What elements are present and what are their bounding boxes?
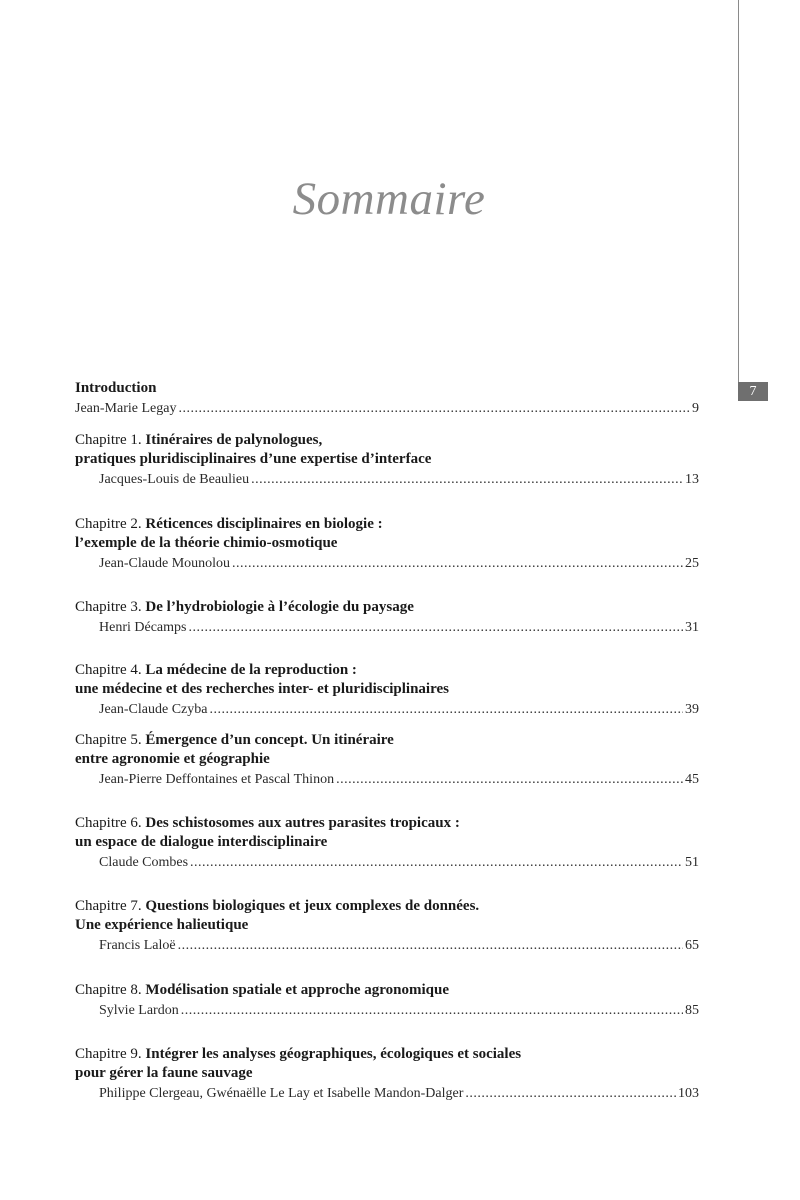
toc-entry-chapter-6[interactable]	[75, 814, 699, 872]
dot-leader	[178, 936, 683, 955]
toc-entry-chapter-9[interactable]	[75, 1045, 699, 1103]
toc-entry-chapter-7[interactable]	[75, 897, 699, 955]
entry-author: Sylvie Lardon	[99, 1003, 179, 1018]
entry-author-line	[75, 1001, 699, 1020]
entry-title-line: pour gérer la faune sauvage	[75, 1065, 253, 1081]
dot-leader	[336, 770, 683, 789]
entry-author-line	[75, 618, 699, 637]
entry-author: Francis Laloë	[99, 938, 176, 953]
entry-title-line: De l’hydrobiologie à l’écologie du paysage	[145, 599, 414, 615]
entry-page-number: 31	[685, 620, 699, 635]
entry-heading	[75, 731, 699, 769]
entry-title-line: l’exemple de la théorie chimio-osmotique	[75, 535, 338, 551]
entry-page-number: 65	[685, 938, 699, 953]
entry-author-line	[75, 470, 699, 489]
entry-title-line: entre agronomie et géographie	[75, 751, 270, 767]
dot-leader	[190, 853, 683, 872]
entry-heading	[75, 981, 699, 1000]
entry-page-number: 85	[685, 1003, 699, 1018]
entry-title-line: Questions biologiques et jeux complexes de données.	[145, 898, 480, 914]
toc-entry-chapter-2[interactable]	[75, 515, 699, 573]
entry-title-line: Itinéraires de palynologues,	[145, 432, 323, 448]
entry-author-line	[75, 936, 699, 955]
entry-page-number: 39	[685, 702, 699, 717]
entry-author: Jacques-Louis de Beaulieu	[99, 472, 250, 487]
entry-author-line	[75, 853, 699, 872]
entry-page-number: 25	[685, 556, 699, 571]
entry-prefix: Chapitre 6.	[75, 815, 142, 831]
entry-title-line: pratiques pluridisciplinaires d’une expertise d’interface	[75, 451, 432, 467]
entry-title-line: Réticences disciplinaires en biologie :	[145, 516, 383, 532]
entry-prefix: Chapitre 4.	[75, 662, 142, 678]
entry-prefix: Chapitre 3.	[75, 599, 142, 615]
toc-entry-chapter-1[interactable]	[75, 431, 699, 489]
entry-prefix: Chapitre 1.	[75, 432, 142, 448]
entry-heading	[75, 515, 699, 553]
entry-author: Jean-Pierre Deffontaines et Pascal Thinon	[99, 772, 335, 787]
entry-heading	[75, 897, 699, 935]
toc-entry-chapter-4[interactable]	[75, 661, 699, 719]
entry-author: Claude Combes	[99, 855, 189, 870]
entry-author-line	[75, 554, 699, 573]
toc-entry-chapter-3[interactable]	[75, 598, 699, 637]
entry-author: Jean-Claude Mounolou	[99, 556, 231, 571]
dot-leader	[465, 1084, 676, 1103]
entry-title-line: un espace de dialogue interdisciplinaire	[75, 834, 328, 850]
entry-heading	[75, 598, 699, 617]
entry-page-number: 51	[685, 855, 699, 870]
entry-title-line: La médecine de la reproduction :	[145, 662, 357, 678]
dot-leader	[251, 470, 683, 489]
entry-title-line: Modélisation spatiale et approche agronomique	[145, 982, 450, 998]
entry-heading	[75, 379, 699, 398]
entry-author-line	[75, 770, 699, 789]
dot-leader	[181, 1001, 683, 1020]
dot-leader	[188, 618, 683, 637]
entry-prefix: Chapitre 8.	[75, 982, 142, 998]
dot-leader	[178, 399, 690, 418]
entry-prefix: Chapitre 7.	[75, 898, 142, 914]
toc-entry-introduction[interactable]	[75, 379, 699, 418]
entry-page-number: 45	[685, 772, 699, 787]
entry-author-line	[75, 399, 699, 418]
entry-title-line: Introduction	[75, 380, 157, 396]
entry-prefix: Chapitre 5.	[75, 732, 142, 748]
entry-title-line: Des schistosomes aux autres parasites tropicaux :	[145, 815, 460, 831]
entry-page-number: 103	[678, 1086, 699, 1101]
entry-title-line: Une expérience halieutique	[75, 917, 249, 933]
entry-author: Jean-Marie Legay	[75, 401, 177, 416]
entry-heading	[75, 814, 699, 852]
entry-prefix: Chapitre 9.	[75, 1046, 142, 1062]
entry-heading	[75, 1045, 699, 1083]
dot-leader	[209, 700, 683, 719]
toc-entry-chapter-8[interactable]	[75, 981, 699, 1020]
entry-prefix: Chapitre 2.	[75, 516, 142, 532]
toc-entry-chapter-5[interactable]	[75, 731, 699, 789]
dot-leader	[232, 554, 683, 573]
entry-author-line	[75, 1084, 699, 1103]
entry-page-number: 13	[685, 472, 699, 487]
entry-title-line: Intégrer les analyses géographiques, écologiques et sociales	[145, 1046, 522, 1062]
page-title: Sommaire	[292, 173, 486, 225]
entry-page-number: 9	[692, 401, 699, 416]
entry-author: Jean-Claude Czyba	[99, 702, 208, 717]
page-number-tab: 7	[738, 382, 768, 401]
entry-heading	[75, 431, 699, 469]
entry-title-line: Émergence d’un concept. Un itinéraire	[145, 732, 394, 748]
entry-title-line: une médecine et des recherches inter- et pluridisciplinaires	[75, 681, 449, 697]
entry-author: Philippe Clergeau, Gwénaëlle Le Lay et Isabelle Mandon-Dalger	[99, 1086, 464, 1101]
entry-heading	[75, 661, 699, 699]
entry-author-line	[75, 700, 699, 719]
entry-author: Henri Décamps	[99, 620, 187, 635]
